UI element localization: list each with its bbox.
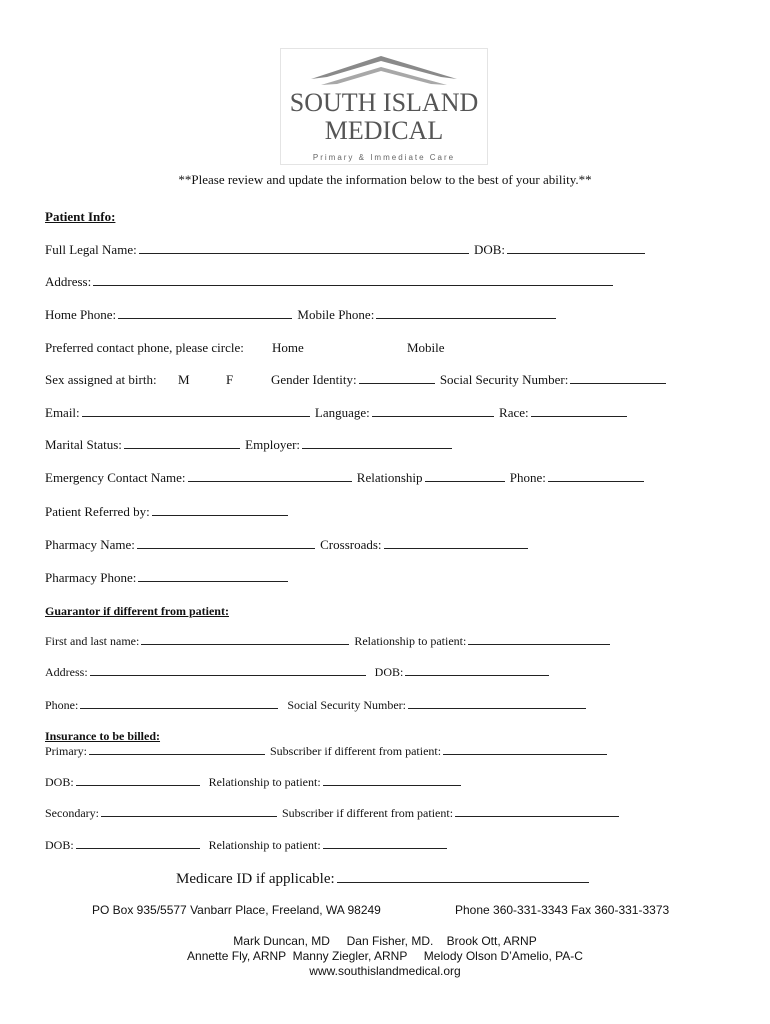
guarantor-dob-label: DOB: (374, 665, 404, 679)
race-field[interactable] (531, 405, 627, 417)
secondary-dob-field[interactable] (76, 837, 200, 849)
home-phone-label: Home Phone: (45, 307, 117, 322)
address-field[interactable] (93, 274, 613, 286)
row-primary (45, 743, 609, 759)
primary-subscriber-field[interactable] (443, 743, 607, 755)
emergency-field[interactable] (188, 470, 352, 482)
ssn-field[interactable] (570, 372, 666, 384)
primary-dob-field[interactable] (76, 774, 200, 786)
guarantor-heading: Guarantor if different from patient: (45, 604, 229, 618)
row-address (45, 274, 615, 290)
full-name-field[interactable] (139, 242, 469, 254)
secondary-dob-label: DOB: (45, 838, 74, 852)
footer-address: PO Box 935/5577 Vanbarr Place, Freeland, WA 98249 (92, 903, 381, 917)
guarantor-relationship-label: Relationship to patient: (354, 634, 467, 648)
logo-tagline: Primary & Immediate Care (312, 153, 456, 162)
emergency-phone-label: Phone: (509, 470, 546, 485)
medicare-label: Medicare ID if applicable: (176, 871, 335, 887)
secondary-relationship-field[interactable] (323, 837, 447, 849)
row-guarantor-phone (45, 697, 588, 713)
guarantor-relationship-field[interactable] (468, 633, 610, 645)
sex-m-option[interactable]: M (178, 372, 190, 387)
email-field[interactable] (82, 405, 310, 417)
marital-label: Marital Status: (45, 437, 122, 452)
guarantor-name-field[interactable] (141, 633, 349, 645)
preferred-label: Preferred contact phone, please circle: (45, 340, 244, 355)
footer-website[interactable]: www.southislandmedical.org (309, 964, 461, 978)
employer-label: Employer: (245, 437, 301, 452)
dob-label: DOB: (473, 242, 506, 257)
referred-label: Patient Referred by: (45, 504, 150, 519)
guarantor-name-label: First and last name: (45, 634, 140, 648)
ssn-label: Social Security Number: (439, 372, 569, 387)
clinic-logo (280, 48, 488, 165)
intro-text: **Please review and update the information below to the best of your ability.** (178, 172, 592, 187)
crossroads-label: Crossroads: (320, 537, 382, 552)
marital-field[interactable] (124, 437, 240, 449)
emergency-relationship-field[interactable] (425, 470, 505, 482)
sex-f-option[interactable]: F (226, 372, 234, 387)
mobile-phone-field[interactable] (376, 307, 556, 319)
gender-field[interactable] (359, 372, 435, 384)
row-primary-dob (45, 774, 463, 790)
mobile-phone-label: Mobile Phone: (297, 307, 375, 322)
row-pharmacy-phone (45, 570, 290, 586)
pharmacy-name-field[interactable] (137, 537, 315, 549)
row-guarantor-name (45, 633, 612, 649)
row-emergency (45, 470, 646, 486)
pharmacy-phone-label: Pharmacy Phone: (45, 570, 137, 585)
row-secondary-dob (45, 837, 449, 853)
guarantor-address-label: Address: (45, 665, 88, 679)
home-phone-field[interactable] (118, 307, 292, 319)
row-medicare (176, 869, 591, 888)
crossroads-field[interactable] (384, 537, 528, 549)
row-secondary (45, 805, 621, 821)
gender-label: Gender Identity: (271, 372, 357, 387)
guarantor-dob-field[interactable] (405, 664, 549, 676)
row-email (45, 405, 629, 421)
primary-dob-label: DOB: (45, 775, 74, 789)
row-marital (45, 437, 454, 453)
primary-field[interactable] (89, 743, 265, 755)
full-name-label: Full Legal Name: (45, 242, 137, 257)
guarantor-phone-label: Phone: (45, 698, 79, 712)
guarantor-phone-field[interactable] (80, 697, 278, 709)
email-label: Email: (45, 405, 80, 420)
secondary-subscriber-field[interactable] (455, 805, 619, 817)
dob-field[interactable] (507, 242, 645, 254)
preferred-mobile-option[interactable]: Mobile (407, 340, 445, 355)
emergency-label: Emergency Contact Name: (45, 470, 186, 485)
row-pharmacy (45, 537, 530, 553)
guarantor-ssn-label: Social Security Number: (287, 698, 406, 712)
guarantor-ssn-field[interactable] (408, 697, 586, 709)
guarantor-address-field[interactable] (90, 664, 366, 676)
sex-label: Sex assigned at birth: (45, 372, 157, 387)
row-gender-ssn (271, 372, 668, 388)
footer-providers-line1: Mark Duncan, MD Dan Fisher, MD. Brook Ott, ARNP (233, 934, 537, 948)
insurance-heading: Insurance to be billed: (45, 729, 161, 743)
logo-line1: SOUTH ISLAND (289, 88, 479, 117)
footer-providers-line2: Annette Fly, ARNP Manny Ziegler, ARNP Melody Olson D’Amelio, PA-C (187, 949, 583, 963)
secondary-relationship-label: Relationship to patient: (208, 838, 321, 852)
race-label: Race: (499, 405, 529, 420)
row-full-name (45, 242, 647, 258)
primary-label: Primary: (45, 744, 87, 758)
referred-field[interactable] (152, 504, 288, 516)
secondary-subscriber-label: Subscriber if different from patient: (281, 806, 454, 820)
pharmacy-name-label: Pharmacy Name: (45, 537, 135, 552)
logo-line2: MEDICAL (324, 116, 444, 145)
secondary-field[interactable] (101, 805, 277, 817)
secondary-label: Secondary: (45, 806, 99, 820)
footer-phones: Phone 360-331-3343 Fax 360-331-3373 (455, 903, 670, 917)
address-label: Address: (45, 274, 92, 289)
medicare-field[interactable] (337, 869, 589, 883)
primary-relationship-label: Relationship to patient: (208, 775, 321, 789)
emergency-phone-field[interactable] (548, 470, 644, 482)
pharmacy-phone-field[interactable] (138, 570, 288, 582)
patient-info-heading: Patient Info: (45, 209, 116, 224)
emergency-relationship-label: Relationship (356, 470, 423, 485)
row-referred (45, 504, 290, 520)
language-field[interactable] (372, 405, 494, 417)
row-phones (45, 307, 558, 323)
language-label: Language: (314, 405, 370, 420)
row-guarantor-address (45, 664, 551, 680)
preferred-home-option[interactable]: Home (272, 340, 304, 355)
primary-subscriber-label: Subscriber if different from patient: (270, 744, 442, 758)
primary-relationship-field[interactable] (323, 774, 461, 786)
mountain-logo-graphic (281, 49, 487, 164)
employer-field[interactable] (302, 437, 452, 449)
